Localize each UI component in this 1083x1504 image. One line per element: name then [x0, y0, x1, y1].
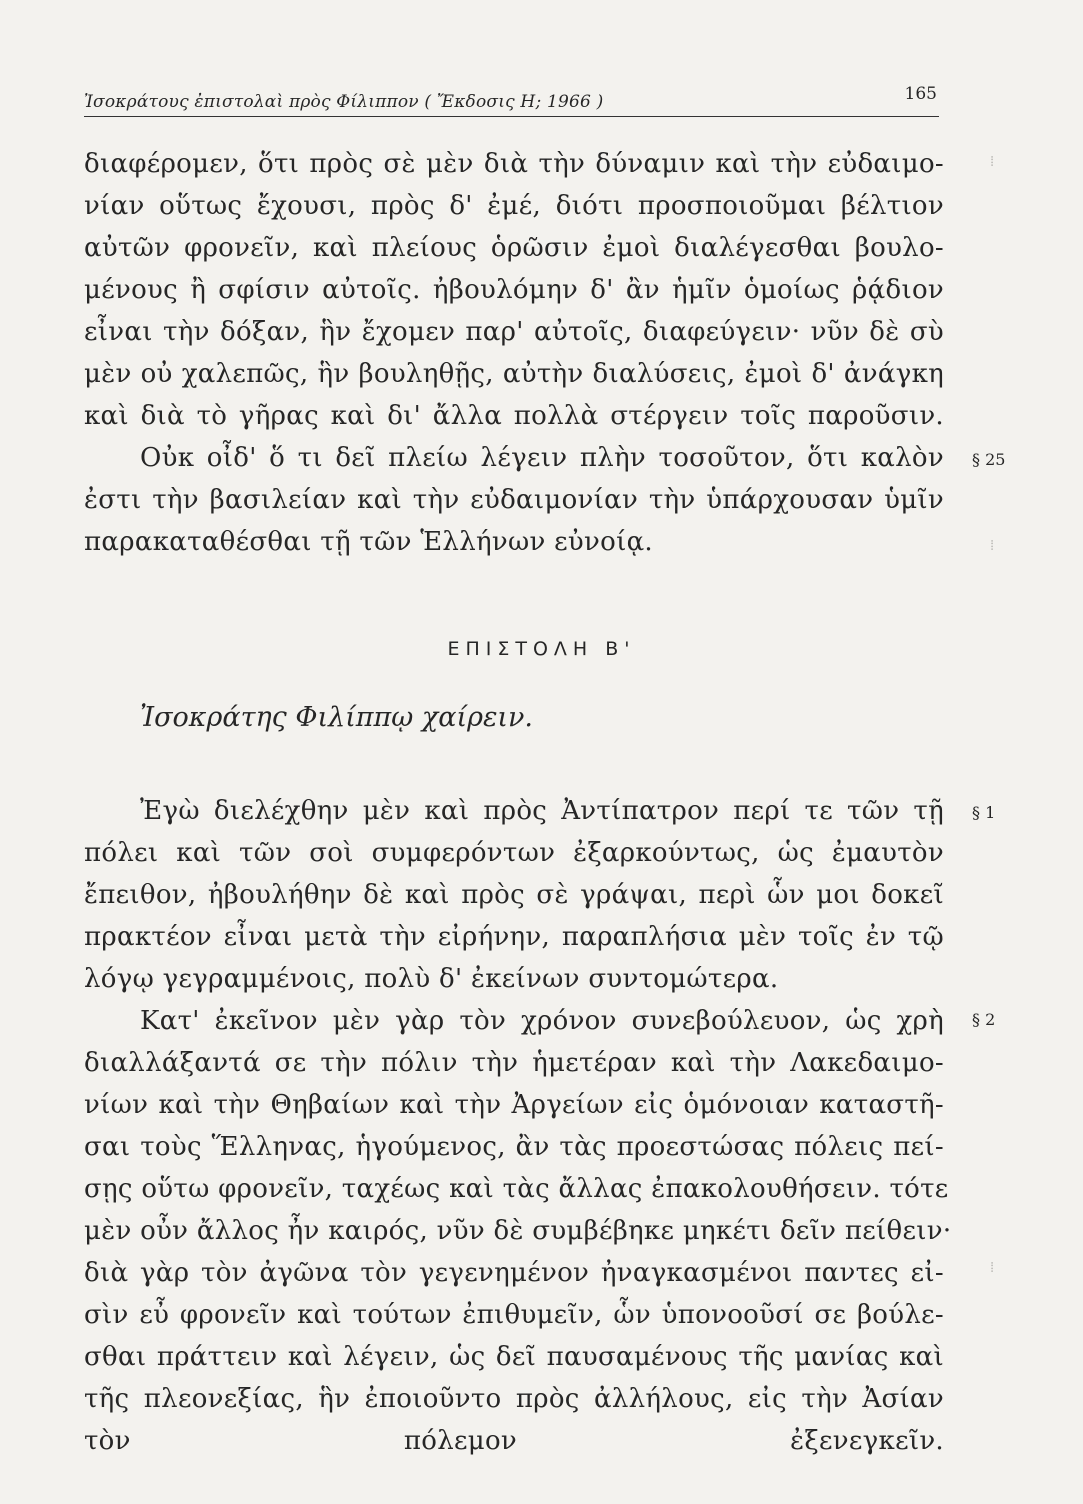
letter-heading: ΕΠΙΣΤΟΛΗ Β'	[447, 638, 636, 660]
text-line: πόλει καὶ τῶν σοὶ συμφερόντων ἐξαρκούντως, ὡς ἐμαυτὸν	[84, 838, 944, 868]
text-line: ἐστι τὴν βασιλείαν καὶ τὴν εὐδαιμονίαν τὴν ὑπάρχουσαν ὑμῖν	[84, 485, 944, 515]
section-marker: § 25	[972, 450, 1006, 469]
bleed-through-mark: ⁞	[990, 152, 995, 170]
paragraph-section-2	[84, 1000, 952, 1504]
text-line: Ἐγὼ διελέχθην μὲν καὶ πρὸς Ἀντίπατρον περί τε τῶν τῇ	[140, 796, 944, 826]
text-line: μὲν οὖν ἄλλος ἦν καιρός, νῦν δὲ συμβέβηκε μηκέτι δεῖν πείθειν·	[84, 1216, 952, 1246]
text-line	[84, 1462, 944, 1504]
text-line: καὶ διὰ τὸ γῆρας καὶ δι' ἄλλα πολλὰ στέργειν τοῖς παροῦσιν.	[84, 401, 944, 431]
section-marker: § 2	[972, 1010, 996, 1029]
text-line: τὸν πόλεμον ἐξενεγκεῖν.	[84, 1426, 944, 1456]
text-line: παρακαταθέσθαι τῇ τῶν Ἑλλήνων εὐνοίᾳ.	[84, 527, 653, 557]
bleed-through-mark: ⁞	[990, 1258, 995, 1276]
text-line: τῆς πλεονεξίας, ἣν ἐποιοῦντο πρὸς ἀλλήλους, εἰς τὴν Ἀσίαν	[84, 1384, 944, 1414]
page-number: 165	[904, 84, 937, 104]
text-line: σθαι πράττειν καὶ λέγειν, ὡς δεῖ παυσαμένους τῆς μανίας καὶ	[84, 1342, 944, 1372]
running-header-title: Ἰσοκράτους ἐπιστολαὶ πρὸς Φίλιππον ( Ἔκδοσις Η; 1966 )	[84, 92, 604, 112]
text-line: μένους ἢ σφίσιν αὐτοῖς. ἠβουλόμην δ' ἂν ἡμῖν ὁμοίως ῥᾴδιον	[84, 275, 944, 305]
text-line: μὲν οὐ χαλεπῶς, ἣν βουληθῇς, αὐτὴν διαλύσεις, ἐμοὶ δ' ἀνάγκη	[84, 359, 944, 389]
paragraph-section-25	[84, 437, 944, 563]
text-line: εἶναι τὴν δόξαν, ἣν ἔχομεν παρ' αὐτοῖς, διαφεύγειν· νῦν δὲ σὺ	[84, 317, 944, 347]
bleed-through-mark: ⁞	[990, 536, 995, 554]
running-header	[84, 84, 939, 117]
text-line: σὶν εὖ φρονεῖν καὶ τούτων ἐπιθυμεῖν, ὧν ὑπονοοῦσί σε βούλε-	[84, 1300, 944, 1330]
text-line: πρακτέον εἶναι μετὰ τὴν εἰρήνην, παραπλήσια μὲν τοῖς ἐν τῷ	[84, 922, 944, 952]
text-line: νίων καὶ τὴν Θηβαίων καὶ τὴν Ἀργείων εἰς ὁμόνοιαν καταστῆ-	[84, 1090, 944, 1120]
salutation: Ἰσοκράτης Φιλίππῳ χαίρειν.	[140, 702, 534, 733]
text-line: Οὐκ οἶδ' ὅ τι δεῖ πλείω λέγειν πλὴν τοσοῦτον, ὅτι καλὸν	[140, 443, 944, 473]
text-line: ἔπειθον, ἠβουλήθην δὲ καὶ πρὸς σὲ γράψαι, περὶ ὧν μοι δοκεῖ	[84, 880, 944, 910]
section-marker: § 1	[972, 803, 996, 822]
text-line: διαφέρομεν, ὅτι πρὸς σὲ μὲν διὰ τὴν δύναμιν καὶ τὴν εὐδαιμο-	[84, 149, 944, 179]
paragraph-section-1	[84, 790, 944, 1000]
text-line: σαι τοὺς Ἕλληνας, ἡγούμενος, ἂν τὰς προεστώσας πόλεις πεί-	[84, 1132, 944, 1162]
text-line: λόγῳ γεγραμμένοις, πολὺ δ' ἐκείνων συντομώτερα.	[84, 964, 779, 994]
text-line: Κατ' ἐκεῖνον μὲν γὰρ τὸν χρόνον συνεβούλευον, ὡς χρὴ	[140, 1006, 944, 1036]
text-line: σῃς οὕτω φρονεῖν, ταχέως καὶ τὰς ἄλλας ἐπακολουθήσειν. τότε	[84, 1174, 949, 1204]
text-line: αὐτῶν φρονεῖν, καὶ πλείους ὁρῶσιν ἐμοὶ διαλέγεσθαι βουλο-	[84, 233, 944, 263]
paragraph-continued	[84, 143, 944, 437]
text-line: διαλλάξαντά σε τὴν πόλιν τὴν ἡμετέραν καὶ τὴν Λακεδαιμο-	[84, 1048, 944, 1078]
text-line: διὰ γὰρ τὸν ἀγῶνα τὸν γεγενημένον ἠναγκασμένοι παντες εἰ-	[84, 1258, 944, 1288]
text-line: νίαν οὕτως ἔχουσι, πρὸς δ' ἐμέ, διότι προσποιοῦμαι βέλτιον	[84, 191, 944, 221]
